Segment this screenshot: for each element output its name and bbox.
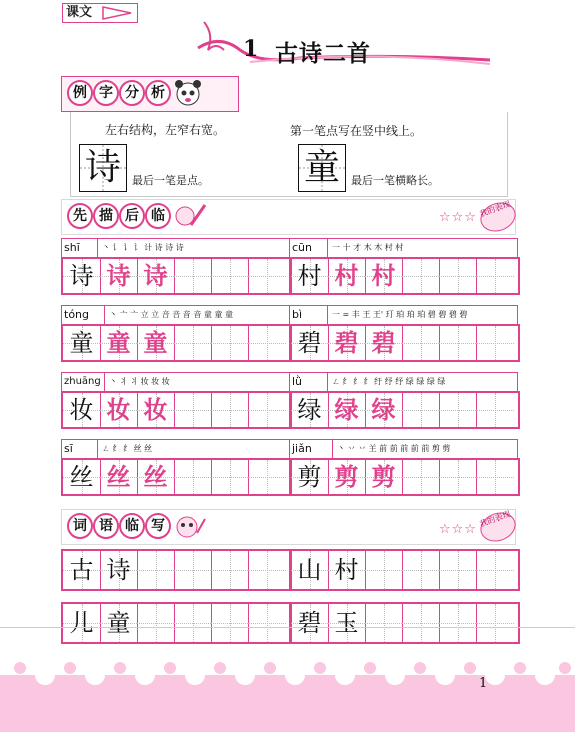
word-char: 玉 (334, 609, 359, 637)
stroke-order: 丶 丬 丬 妆 妆 妆 (104, 373, 287, 391)
section-title-char: 临 (145, 203, 171, 229)
writing-grid[interactable] (61, 257, 292, 295)
footer-band (0, 675, 575, 732)
example-side-note: 最后一笔是点。 (132, 174, 209, 187)
model-char: 绿 (297, 396, 322, 424)
rating-stars[interactable]: ☆☆☆ (439, 210, 477, 225)
stroke-order-row (289, 305, 518, 325)
pinyin: sī (64, 442, 73, 455)
section-header-trace (61, 199, 516, 233)
trace-char: 诗 (106, 261, 131, 290)
word-char: 碧 (297, 609, 322, 637)
pinyin: lǜ (292, 375, 303, 388)
example-side-note: 最后一笔横略长。 (351, 174, 439, 187)
pinyin: bì (292, 308, 303, 321)
word-writing-grid[interactable] (289, 549, 520, 591)
trace-char: 碧 (371, 328, 396, 357)
stroke-order-row (61, 372, 290, 392)
example-char: 诗 (84, 147, 121, 188)
model-char: 童 (69, 329, 94, 357)
section-title-char: 词 (67, 513, 93, 539)
arrow-icon (101, 5, 135, 21)
stroke-order-row (61, 238, 290, 258)
trace-char: 妆 (106, 395, 131, 424)
model-char: 诗 (69, 262, 94, 290)
word-char: 山 (297, 556, 322, 584)
pencil-mascot-icon (173, 201, 207, 231)
trace-char: 妆 (143, 395, 168, 424)
trace-char: 村 (371, 261, 396, 290)
model-char: 村 (297, 262, 322, 290)
model-char: 丝 (69, 463, 94, 491)
model-char: 碧 (297, 329, 322, 357)
stroke-order: 丶 亠 亠 立 立 咅 咅 音 音 童 童 童 (104, 306, 287, 324)
stroke-order: 一 十 才 木 木 村 村 (327, 239, 515, 257)
my-performance-badge: 我的表现 (476, 198, 519, 237)
lesson-tag (62, 3, 138, 23)
example-char: 童 (303, 147, 340, 188)
my-performance-badge: 我的表现 (476, 508, 519, 547)
trace-char: 村 (334, 261, 359, 290)
lesson-title: 古诗二首 (275, 41, 371, 67)
panda-mascot-icon (173, 78, 203, 108)
trace-char: 剪 (334, 462, 359, 491)
example-note: 左右结构，左窄右宽。 (105, 123, 226, 137)
writing-grid[interactable] (61, 458, 292, 496)
section-title-char: 描 (93, 203, 119, 229)
stroke-order-row (289, 439, 518, 459)
writing-grid[interactable] (61, 391, 292, 429)
section-title-char: 字 (93, 80, 119, 106)
trace-char: 丝 (143, 462, 168, 491)
writing-grid[interactable] (61, 324, 292, 362)
stroke-order-row (61, 305, 290, 325)
word-char: 古 (69, 556, 94, 584)
trace-char: 童 (106, 328, 131, 357)
mascot-icon (173, 511, 207, 541)
pinyin: tóng (64, 308, 89, 321)
page-number: 1 (479, 676, 488, 691)
trace-char: 诗 (143, 261, 168, 290)
writing-grid[interactable] (289, 458, 520, 496)
word-writing-grid[interactable] (61, 549, 292, 591)
model-char: 妆 (69, 396, 94, 424)
section-title-char: 分 (119, 80, 145, 106)
trace-char: 剪 (371, 462, 396, 491)
writing-grid[interactable] (289, 324, 520, 362)
section-title-char: 析 (145, 80, 171, 106)
section-title-char: 先 (67, 203, 93, 229)
footer-rule (0, 627, 575, 628)
section-title-char: 例 (67, 80, 93, 106)
section-title-char: 语 (93, 513, 119, 539)
trace-char: 绿 (371, 395, 396, 424)
stroke-order: ㄥ 纟 纟 丝 丝 (97, 440, 287, 458)
trace-char: 丝 (106, 462, 131, 491)
word-writing-grid[interactable] (289, 602, 520, 644)
writing-grid[interactable] (289, 391, 520, 429)
stroke-order-row (289, 238, 518, 258)
pinyin: zhuāng (64, 376, 101, 387)
word-char: 儿 (69, 609, 94, 637)
trace-char: 碧 (334, 328, 359, 357)
pinyin: cūn (292, 241, 312, 254)
stroke-order-row (289, 372, 518, 392)
model-char: 剪 (297, 463, 322, 491)
word-char: 诗 (106, 556, 131, 584)
word-char: 童 (106, 609, 131, 637)
section-title-char: 写 (145, 513, 171, 539)
trace-char: 绿 (334, 395, 359, 424)
word-writing-grid[interactable] (61, 602, 292, 644)
section-header-example (61, 76, 239, 110)
pinyin: jiǎn (292, 442, 312, 455)
lesson-number: 1 (243, 36, 259, 62)
word-char: 村 (334, 556, 359, 584)
stroke-order-row (61, 439, 290, 459)
rating-stars[interactable]: ☆☆☆ (439, 522, 477, 537)
section-header-words (61, 509, 516, 543)
pinyin: shī (64, 241, 80, 254)
trace-char: 童 (143, 328, 168, 357)
stroke-order: ㄥ 纟 纟 纟 纡 纾 纾 绿 绿 绿 绿 (327, 373, 515, 391)
example-char-box (79, 144, 127, 192)
section-title-char: 后 (119, 203, 145, 229)
section-title-char: 临 (119, 513, 145, 539)
stroke-order: 丶 讠 讠 讠 计 诗 诗 诗 (97, 239, 287, 257)
example-note: 第一笔点写在竖中线上。 (290, 124, 423, 138)
lesson-tag-label: 课文 (66, 5, 93, 20)
writing-grid[interactable] (289, 257, 520, 295)
stroke-order: 一 = 丰 王 王' 玎 珀 珀 珀 碧 碧 碧 碧 (327, 306, 515, 324)
example-char-box (298, 144, 346, 192)
stroke-order: 丶 丷 丷 𦍌 前 前 前 前 前 剪 剪 (332, 440, 515, 458)
